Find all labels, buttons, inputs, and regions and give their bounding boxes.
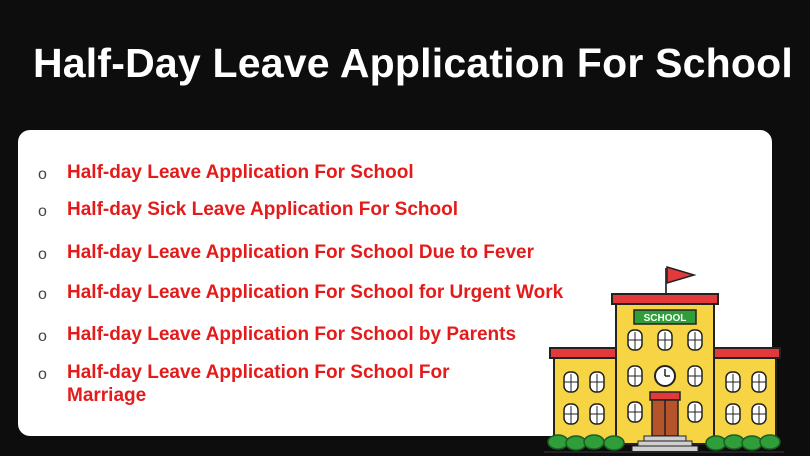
bullet-icon: o [38, 328, 47, 345]
list-item-label: Half-day Sick Leave Application For School [67, 199, 458, 220]
bullet-icon: o [38, 203, 47, 220]
bullet-icon: o [38, 286, 47, 303]
page-title: Half-Day Leave Application For School [33, 40, 793, 86]
bullet-icon: o [38, 246, 47, 263]
list-item-label: Half-day Leave Application For School [67, 162, 414, 183]
school-sign-text: SCHOOL [643, 313, 687, 324]
list-item-label: Half-day Leave Application For School for Urgent Work [67, 282, 564, 303]
list-item-label: Half-day Leave Application For School Due to Fever [67, 242, 534, 263]
list-item-label: Half-day Leave Application For School For Marriage [67, 362, 450, 406]
school-building-illustration [544, 262, 784, 456]
list-item-label: Half-day Leave Application For School by Parents [67, 324, 517, 345]
bullet-icon: o [38, 366, 47, 383]
bullet-icon: o [38, 166, 47, 183]
